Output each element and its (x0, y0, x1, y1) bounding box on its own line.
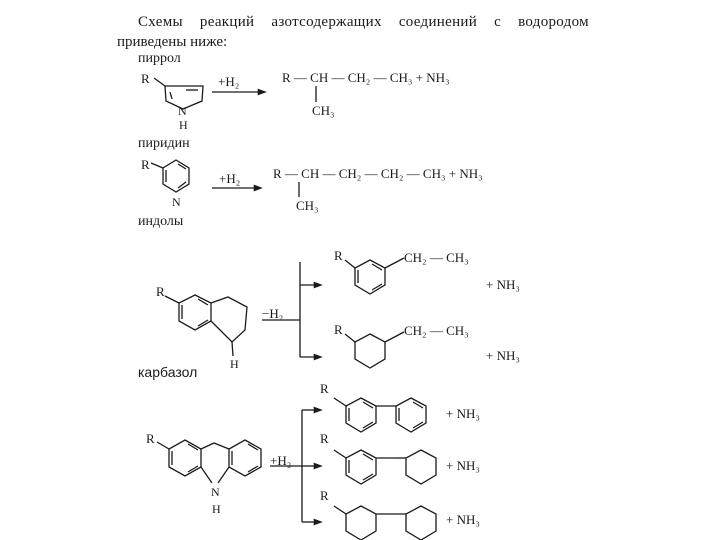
carbazole-product1-r: R (320, 381, 329, 396)
pyrrole-ring (154, 78, 203, 109)
indole-product2-ethyl: CH₂ — CH₃ (404, 323, 469, 338)
phenylcyclohexane-product (334, 450, 436, 484)
intro-line-2: приведены ниже: (117, 34, 228, 50)
pyridine-product: R — CH — CH₂ — CH₂ — CH₃ + NH₃ (273, 166, 483, 181)
pyrrole-h: H (179, 118, 188, 132)
indole-h: H (230, 357, 239, 371)
pyrrole-product-branch: CH₃ (312, 103, 335, 118)
label-pyrrole: пиррол (138, 51, 181, 66)
carbazole-product2-nh3: + NH₃ (446, 458, 480, 473)
pyrrole-r: R (141, 71, 150, 86)
indole-product2-nh3: + NH₃ (486, 348, 520, 363)
pyridine-ring (151, 160, 189, 192)
carbazole-arrows (270, 407, 322, 525)
pyridine-product-branch: CH₃ (296, 198, 319, 213)
reagent-h2-carbazole: +H₂ (270, 453, 292, 468)
carbazole-product2-r: R (320, 431, 329, 446)
indole-product2-r: R (334, 322, 343, 337)
label-indoles: индолы (138, 214, 184, 229)
pyrrole-product: R — CH — CH₂ — CH₃ + NH₃ (282, 70, 450, 85)
indole-product1-r: R (334, 248, 343, 263)
intro-line-1: Схемы реакций азотсодержащих соединений с водородом (138, 14, 589, 30)
pyrrole-arrow (212, 89, 266, 95)
indole-bicycle (165, 295, 247, 356)
indole-product1-ethyl: CH₂ — CH₃ (404, 250, 469, 265)
reagent-h2-indole: −H₂ (262, 306, 284, 321)
indole-product2-ring (345, 332, 404, 368)
label-pyridine: пиридин (138, 136, 190, 151)
carbazole-r: R (146, 431, 155, 446)
carbazole-product3-nh3: + NH₃ (446, 512, 480, 527)
carbazole-n: N (211, 485, 220, 499)
pyridine-n: N (172, 195, 181, 209)
carbazole-rings (157, 440, 261, 483)
bicyclohexyl-product (334, 506, 436, 540)
biphenyl-product (334, 398, 426, 432)
indole-arrows (262, 262, 322, 360)
pyrrole-n: N (178, 104, 187, 118)
pyridine-arrow (212, 185, 262, 191)
indole-r: R (156, 284, 165, 299)
carbazole-h: H (212, 502, 221, 516)
reagent-h2-pyrrole: +H₂ (218, 74, 240, 89)
carbazole-product1-nh3: + NH₃ (446, 406, 480, 421)
indole-product1-nh3: + NH₃ (486, 277, 520, 292)
reagent-h2-pyridine: +H₂ (219, 171, 241, 186)
pyridine-r: R (141, 157, 150, 172)
indole-product1-ring (345, 258, 404, 294)
label-carbazole: карбазол (138, 364, 198, 380)
carbazole-product3-r: R (320, 488, 329, 503)
